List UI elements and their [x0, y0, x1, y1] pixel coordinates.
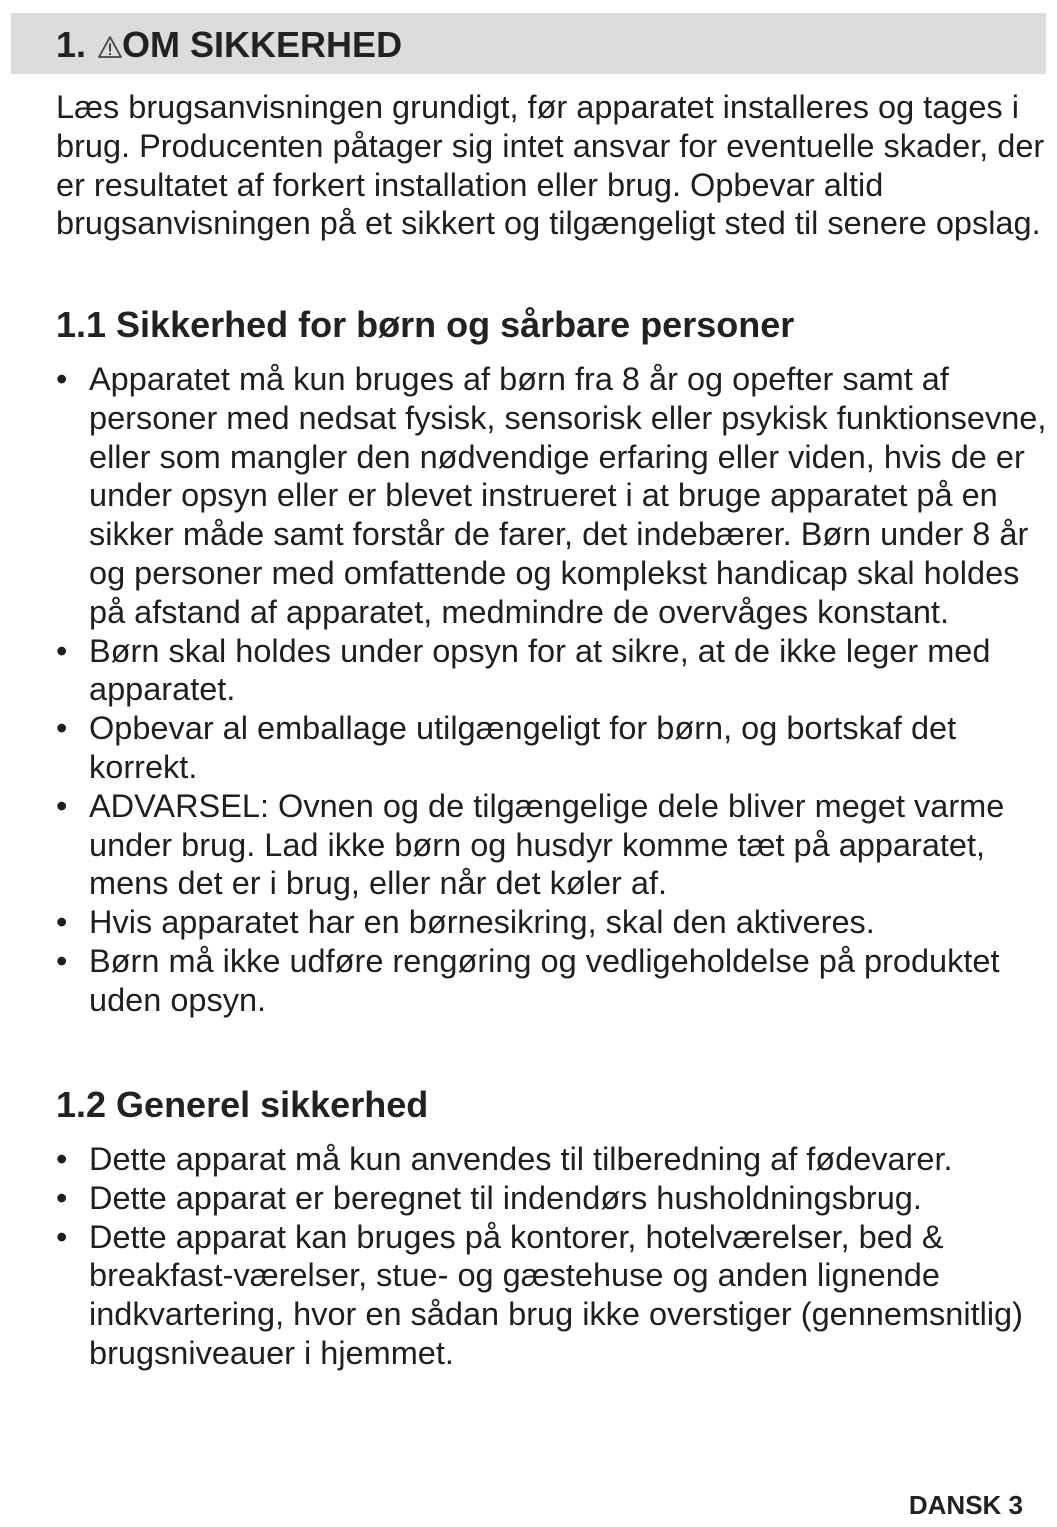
list-item — [56, 1218, 1048, 1373]
children-safety-list — [56, 360, 1048, 1020]
list-item — [56, 709, 1048, 787]
bullet-marker: • — [56, 361, 68, 397]
bullet-marker: • — [56, 1218, 68, 1255]
bullet-marker: • — [56, 1179, 68, 1216]
intro-paragraph: Læs brugsanvisningen grundigt, før apparatet installeres og tages i brug. Producenten påtager sig intet ansvar for eventuelle skader, der er resultatet af forkert installation eller brug. Opbevar altid brugsanvisningen på et sikkert og tilgængeligt sted til senere opslag. — [56, 89, 1045, 242]
list-item — [56, 632, 1048, 710]
section-title — [56, 25, 402, 65]
bullet-marker: • — [56, 904, 68, 941]
subsection-heading-children-safety: 1.1 Sikkerhed for børn og sårbare personer — [56, 304, 795, 345]
bullet-marker: • — [56, 632, 68, 669]
list-item — [56, 1179, 1048, 1218]
list-item-text: Opbevar al emballage utilgængeligt for børn, og bortskaf det korrekt. — [89, 710, 957, 785]
list-item-text: Apparatet må kun bruges af børn fra 8 år og opefter samt af personer med nedsat fysisk, sensorisk eller psykisk funktionsevne, eller som mangler den nødvendige erfaring eller viden, hvis de er under opsyn eller er blevet instrueret i at bruge apparatet på en sikker måde samt forstår de farer, det indebærer. Børn under 8 år og personer med omfattende og komplekst handicap skal holdes på afstand af apparatet, medmindre de overvåges konstant. — [89, 361, 1047, 630]
page-footer-label: DANSK 3 — [908, 1490, 1023, 1520]
list-item — [56, 1140, 1048, 1179]
list-item-text: Dette apparat kan bruges på kontorer, hotelværelser, bed & breakfast-værelser, stue- og gæstehuse og anden lignende indkvartering, hvor en sådan brug ikke overstiger (gennemsnitlig) brugsniveauer i hjemmet. — [89, 1218, 1023, 1371]
list-item — [56, 903, 1048, 942]
list-item — [56, 360, 1048, 632]
list-item-text: Børn skal holdes under opsyn for at sikre, at de ikke leger med apparatet. — [89, 632, 991, 708]
warning-triangle-icon — [98, 35, 122, 59]
section-number: 1. — [56, 24, 87, 65]
list-item-text: Dette apparat må kun anvendes til tilberedning af fødevarer. — [89, 1141, 953, 1177]
bullet-marker: • — [56, 787, 68, 824]
list-item — [56, 787, 1048, 903]
list-item-text: Dette apparat er beregnet til indendørs husholdningsbrug. — [89, 1179, 922, 1216]
list-item-text: Børn må ikke udføre rengøring og vedligeholdelse på produktet uden opsyn. — [89, 942, 1000, 1018]
list-item-text: Hvis apparatet har en børnesikring, skal den aktiveres. — [89, 904, 875, 941]
bullet-marker: • — [56, 1141, 68, 1177]
list-item-text: ADVARSEL: Ovnen og de tilgængelige dele bliver meget varme under brug. Lad ikke børn og husdyr komme tæt på apparatet, mens det er i brug, eller når det køler af. — [89, 787, 1005, 902]
general-safety-list — [56, 1140, 1048, 1373]
subsection-heading-general-safety: 1.2 Generel sikkerhed — [56, 1084, 429, 1125]
section-title-text: OM SIKKERHED — [122, 24, 403, 65]
list-item — [56, 942, 1048, 1020]
bullet-marker: • — [56, 710, 68, 747]
bullet-marker: • — [56, 942, 68, 979]
